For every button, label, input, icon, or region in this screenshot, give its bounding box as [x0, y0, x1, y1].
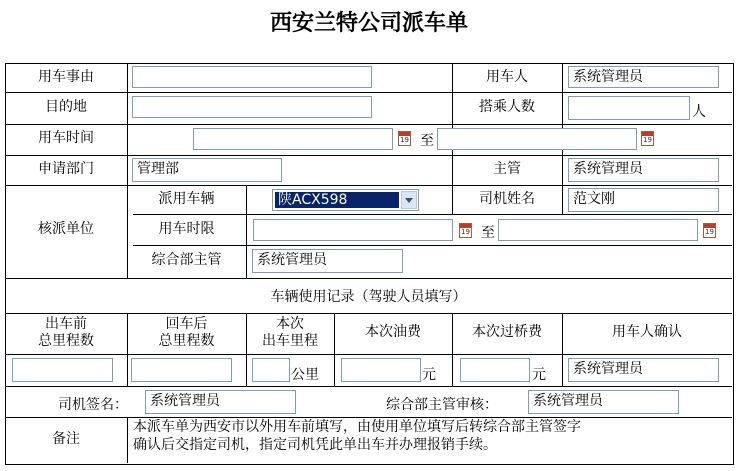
time-limit-label: 用车时限 — [158, 221, 215, 237]
use-time-start-input[interactable] — [193, 128, 393, 150]
col-divider — [127, 63, 128, 278]
use-time-end-input[interactable] — [437, 128, 637, 150]
row-divider — [5, 124, 732, 125]
destination-input[interactable] — [132, 96, 372, 118]
time-limit-start-input[interactable] — [253, 219, 453, 241]
col-header-return: 回车后 总里程数 — [158, 316, 215, 349]
record-title: 车辆使用记录（驾驶人员填写） — [270, 289, 467, 305]
col-header-this-trip: 本次 出车里程 — [262, 316, 318, 349]
vehicle-select[interactable] — [272, 189, 419, 211]
col-header-fuel: 本次油费 — [365, 324, 421, 340]
driver-sign-label: 司机签名： — [58, 397, 128, 413]
to-label: 至 — [420, 133, 434, 149]
calendar-icon[interactable]: 19 — [703, 223, 716, 238]
col-header-toll: 本次过桥费 — [472, 324, 542, 340]
row-divider — [133, 214, 732, 215]
passengers-label: 搭乘人数 — [479, 99, 535, 115]
row-divider — [5, 354, 732, 355]
reason-input[interactable] — [132, 66, 372, 88]
departure-km-input[interactable] — [12, 358, 113, 382]
col-divider — [246, 185, 247, 278]
col-header-departure: 出车前 总里程数 — [38, 316, 94, 349]
row-divider — [5, 278, 732, 279]
fuel-unit: 元 — [422, 367, 436, 383]
vehicle-select-value: 陕ACX598 — [275, 192, 399, 208]
toll-input[interactable] — [460, 358, 530, 382]
col-header-confirm: 用车人确认 — [612, 324, 682, 340]
destination-label: 目的地 — [45, 99, 87, 115]
calendar-icon[interactable]: 19 — [641, 131, 654, 146]
user-label: 用车人 — [486, 69, 528, 85]
chevron-down-icon[interactable] — [401, 191, 417, 209]
dispatch-unit-label: 核派单位 — [38, 221, 94, 237]
km-unit: 公里 — [291, 367, 319, 383]
passengers-unit: 人 — [692, 104, 706, 120]
row-divider — [5, 92, 732, 93]
row-divider — [5, 313, 732, 314]
vehicle-label: 派用车辆 — [158, 191, 215, 207]
fuel-input[interactable] — [341, 358, 421, 382]
passengers-input[interactable] — [568, 96, 690, 120]
use-time-label: 用车时间 — [38, 130, 94, 146]
dept-label: 申请部门 — [38, 161, 94, 177]
supervisor-label: 主管 — [493, 161, 521, 177]
driver-name-input[interactable]: 范文刚 — [568, 188, 719, 212]
driver-sign-input[interactable]: 系统管理员 — [145, 390, 296, 414]
to-label: 至 — [481, 225, 495, 241]
toll-unit: 元 — [532, 367, 546, 383]
dept-input[interactable]: 管理部 — [132, 158, 282, 182]
general-review-input[interactable]: 系统管理员 — [528, 390, 679, 414]
col-divider — [562, 63, 563, 186]
row-divider — [5, 155, 732, 156]
calendar-icon[interactable]: 19 — [459, 223, 472, 238]
col-divider — [127, 417, 128, 463]
reason-label: 用车事由 — [38, 69, 94, 85]
time-limit-end-input[interactable] — [498, 219, 698, 241]
general-supervisor-label: 综合部主管 — [151, 252, 222, 268]
general-supervisor-input[interactable]: 系统管理员 — [252, 249, 403, 273]
driver-name-label: 司机姓名 — [479, 191, 535, 207]
row-divider — [5, 386, 732, 387]
user-input[interactable]: 系统管理员 — [568, 66, 719, 88]
confirm-input[interactable]: 系统管理员 — [568, 358, 719, 382]
col-divider — [562, 185, 563, 214]
this-km-input[interactable] — [252, 358, 290, 382]
form-title: 西安兰特公司派车单 — [269, 10, 468, 36]
remark-text: 本派车单为西安市以外用车前填写，由使用单位填写后转综合部主管签字 确认后交指定司机，指定司机凭此单出车并办理报销手续。 — [133, 419, 581, 453]
general-review-label: 综合部主管审核： — [386, 397, 498, 413]
remark-label: 备注 — [52, 431, 80, 447]
return-km-input[interactable] — [131, 358, 232, 382]
row-divider — [5, 185, 732, 186]
supervisor-input[interactable]: 系统管理员 — [568, 158, 719, 182]
row-divider — [133, 245, 732, 246]
calendar-icon[interactable]: 19 — [398, 131, 411, 146]
